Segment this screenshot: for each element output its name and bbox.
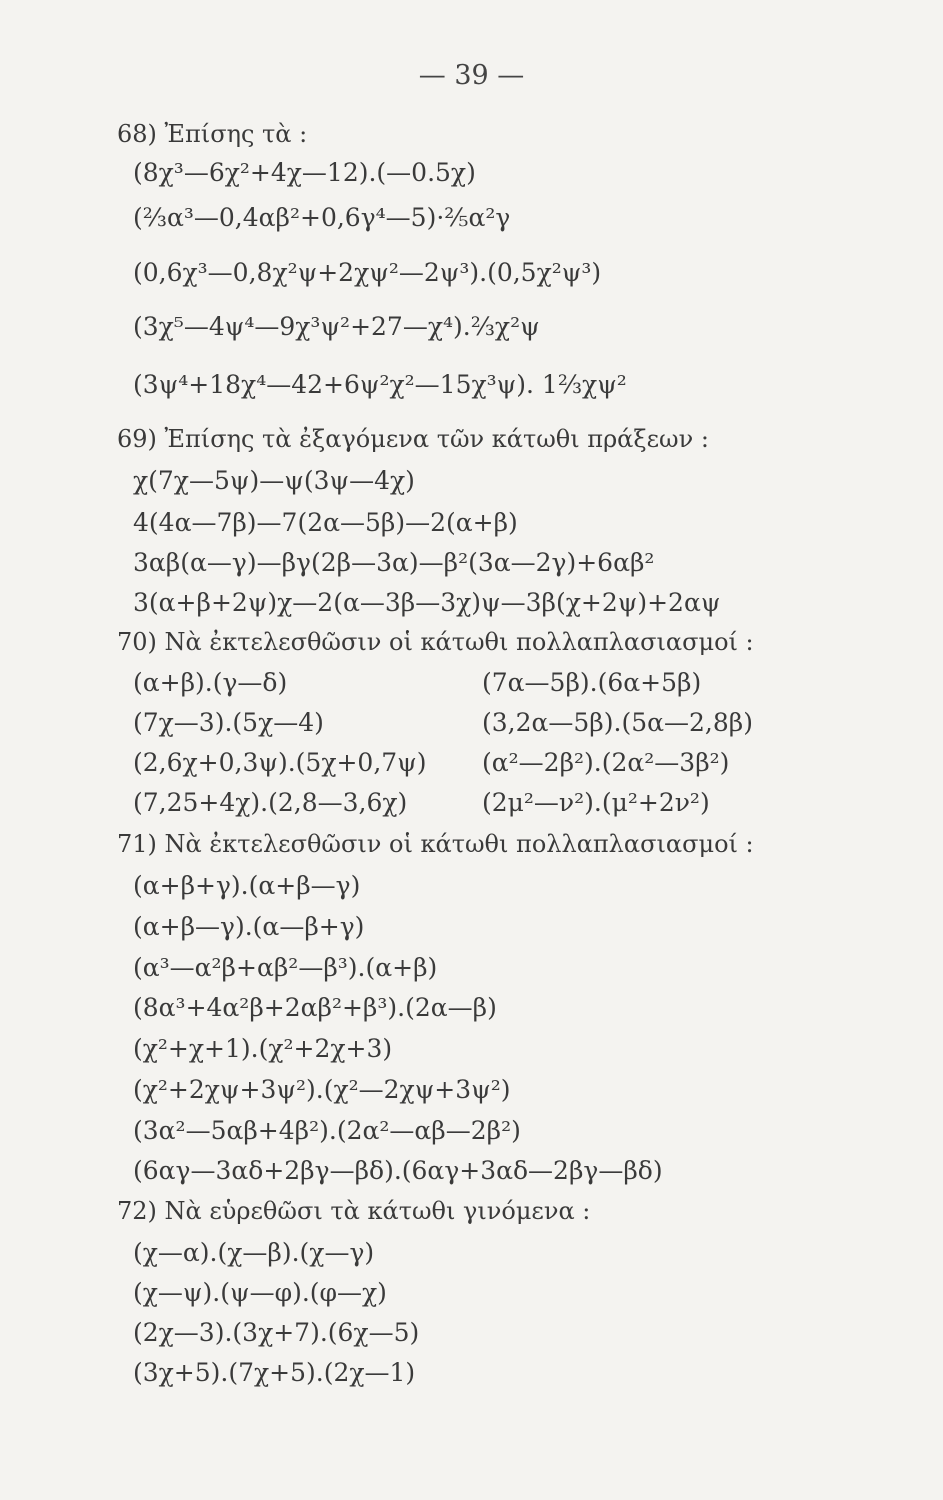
exercise-69-item-1: χ(7χ—5ψ)—ψ(3ψ—4χ) (133, 466, 415, 495)
exercise-68-item-2: (⅔α³—0,4αβ²+0,6γ⁴—5)·⅖α²γ (133, 203, 511, 232)
exercise-71-item-1: (α+β+γ).(α+β—γ) (133, 871, 361, 900)
exercise-70-left-3: (2,6χ+0,3ψ).(5χ+0,7ψ) (133, 748, 427, 777)
exercise-72-item-3: (2χ—3).(3χ+7).(6χ—5) (133, 1318, 420, 1347)
exercise-70-right-1: (7α—5β).(6α+5β) (482, 668, 702, 697)
exercise-69-item-3: 3αβ(α—γ)—βγ(2β—3α)—β²(3α—2γ)+6αβ² (133, 548, 655, 577)
exercise-70-left-1: (α+β).(γ—δ) (133, 668, 288, 697)
exercise-71-item-5: (χ²+χ+1).(χ²+2χ+3) (133, 1034, 393, 1063)
exercise-71-item-6: (χ²+2χψ+3ψ²).(χ²—2χψ+3ψ²) (133, 1075, 511, 1104)
exercise-72-item-2: (χ—ψ).(ψ—φ).(φ—χ) (133, 1278, 387, 1307)
exercise-72-item-4: (3χ+5).(7χ+5).(2χ—1) (133, 1358, 416, 1387)
exercise-70-right-4: (2μ²—ν²).(μ²+2ν²) (482, 788, 710, 817)
exercise-68-item-1: (8χ³—6χ²+4χ—12).(—0.5χ) (133, 158, 476, 187)
exercise-71-item-8: (6αγ—3αδ+2βγ—βδ).(6αγ+3αδ—2βγ—βδ) (133, 1156, 663, 1185)
exercise-71-item-7: (3α²—5αβ+4β²).(2α²—αβ—2β²) (133, 1116, 521, 1145)
exercise-68-item-4: (3χ⁵—4ψ⁴—9χ³ψ²+27—χ⁴).⅔χ²ψ (133, 312, 540, 341)
exercise-68-item-3: (0,6χ³—0,8χ²ψ+2χψ²—2ψ³).(0,5χ²ψ³) (133, 258, 602, 287)
exercise-69-item-2: 4(4α—7β)—7(2α—5β)—2(α+β) (133, 508, 518, 537)
exercise-71-item-4: (8α³+4α²β+2αβ²+β³).(2α—β) (133, 993, 497, 1022)
exercise-71-heading: 71) Νὰ ἐκτελεσθῶσιν οἱ κάτωθι πολλαπλασιασμοί : (117, 830, 754, 858)
exercise-72-heading: 72) Νὰ εὑρεθῶσι τὰ κάτωθι γινόμενα : (117, 1197, 591, 1225)
exercise-70-left-4: (7,25+4χ).(2,8—3,6χ) (133, 788, 408, 817)
exercise-70-heading: 70) Νὰ ἐκτελεσθῶσιν οἱ κάτωθι πολλαπλασιασμοί : (117, 628, 754, 656)
exercise-70-right-2: (3,2α—5β).(5α—2,8β) (482, 708, 753, 737)
exercise-72-item-1: (χ—α).(χ—β).(χ—γ) (133, 1238, 375, 1267)
exercise-68-item-5: (3ψ⁴+18χ⁴—42+6ψ²χ²—15χ³ψ). 1⅔χψ² (133, 370, 627, 399)
exercise-69-heading: 69) Ἐπίσης τὰ ἐξαγόμενα τῶν κάτωθι πράξεων : (117, 425, 709, 453)
exercise-70-left-2: (7χ—3).(5χ—4) (133, 708, 324, 737)
exercise-68-heading: 68) Ἐπίσης τὰ : (117, 120, 308, 148)
exercise-71-item-2: (α+β—γ).(α—β+γ) (133, 912, 365, 941)
exercise-71-item-3: (α³—α²β+αβ²—β³).(α+β) (133, 953, 438, 982)
exercise-69-item-4: 3(α+β+2ψ)χ—2(α—3β—3χ)ψ—3β(χ+2ψ)+2αψ (133, 588, 721, 617)
exercise-70-right-3: (α²—2β²).(2α²—3β²) (482, 748, 730, 777)
page-number: — 39 — (418, 60, 525, 91)
